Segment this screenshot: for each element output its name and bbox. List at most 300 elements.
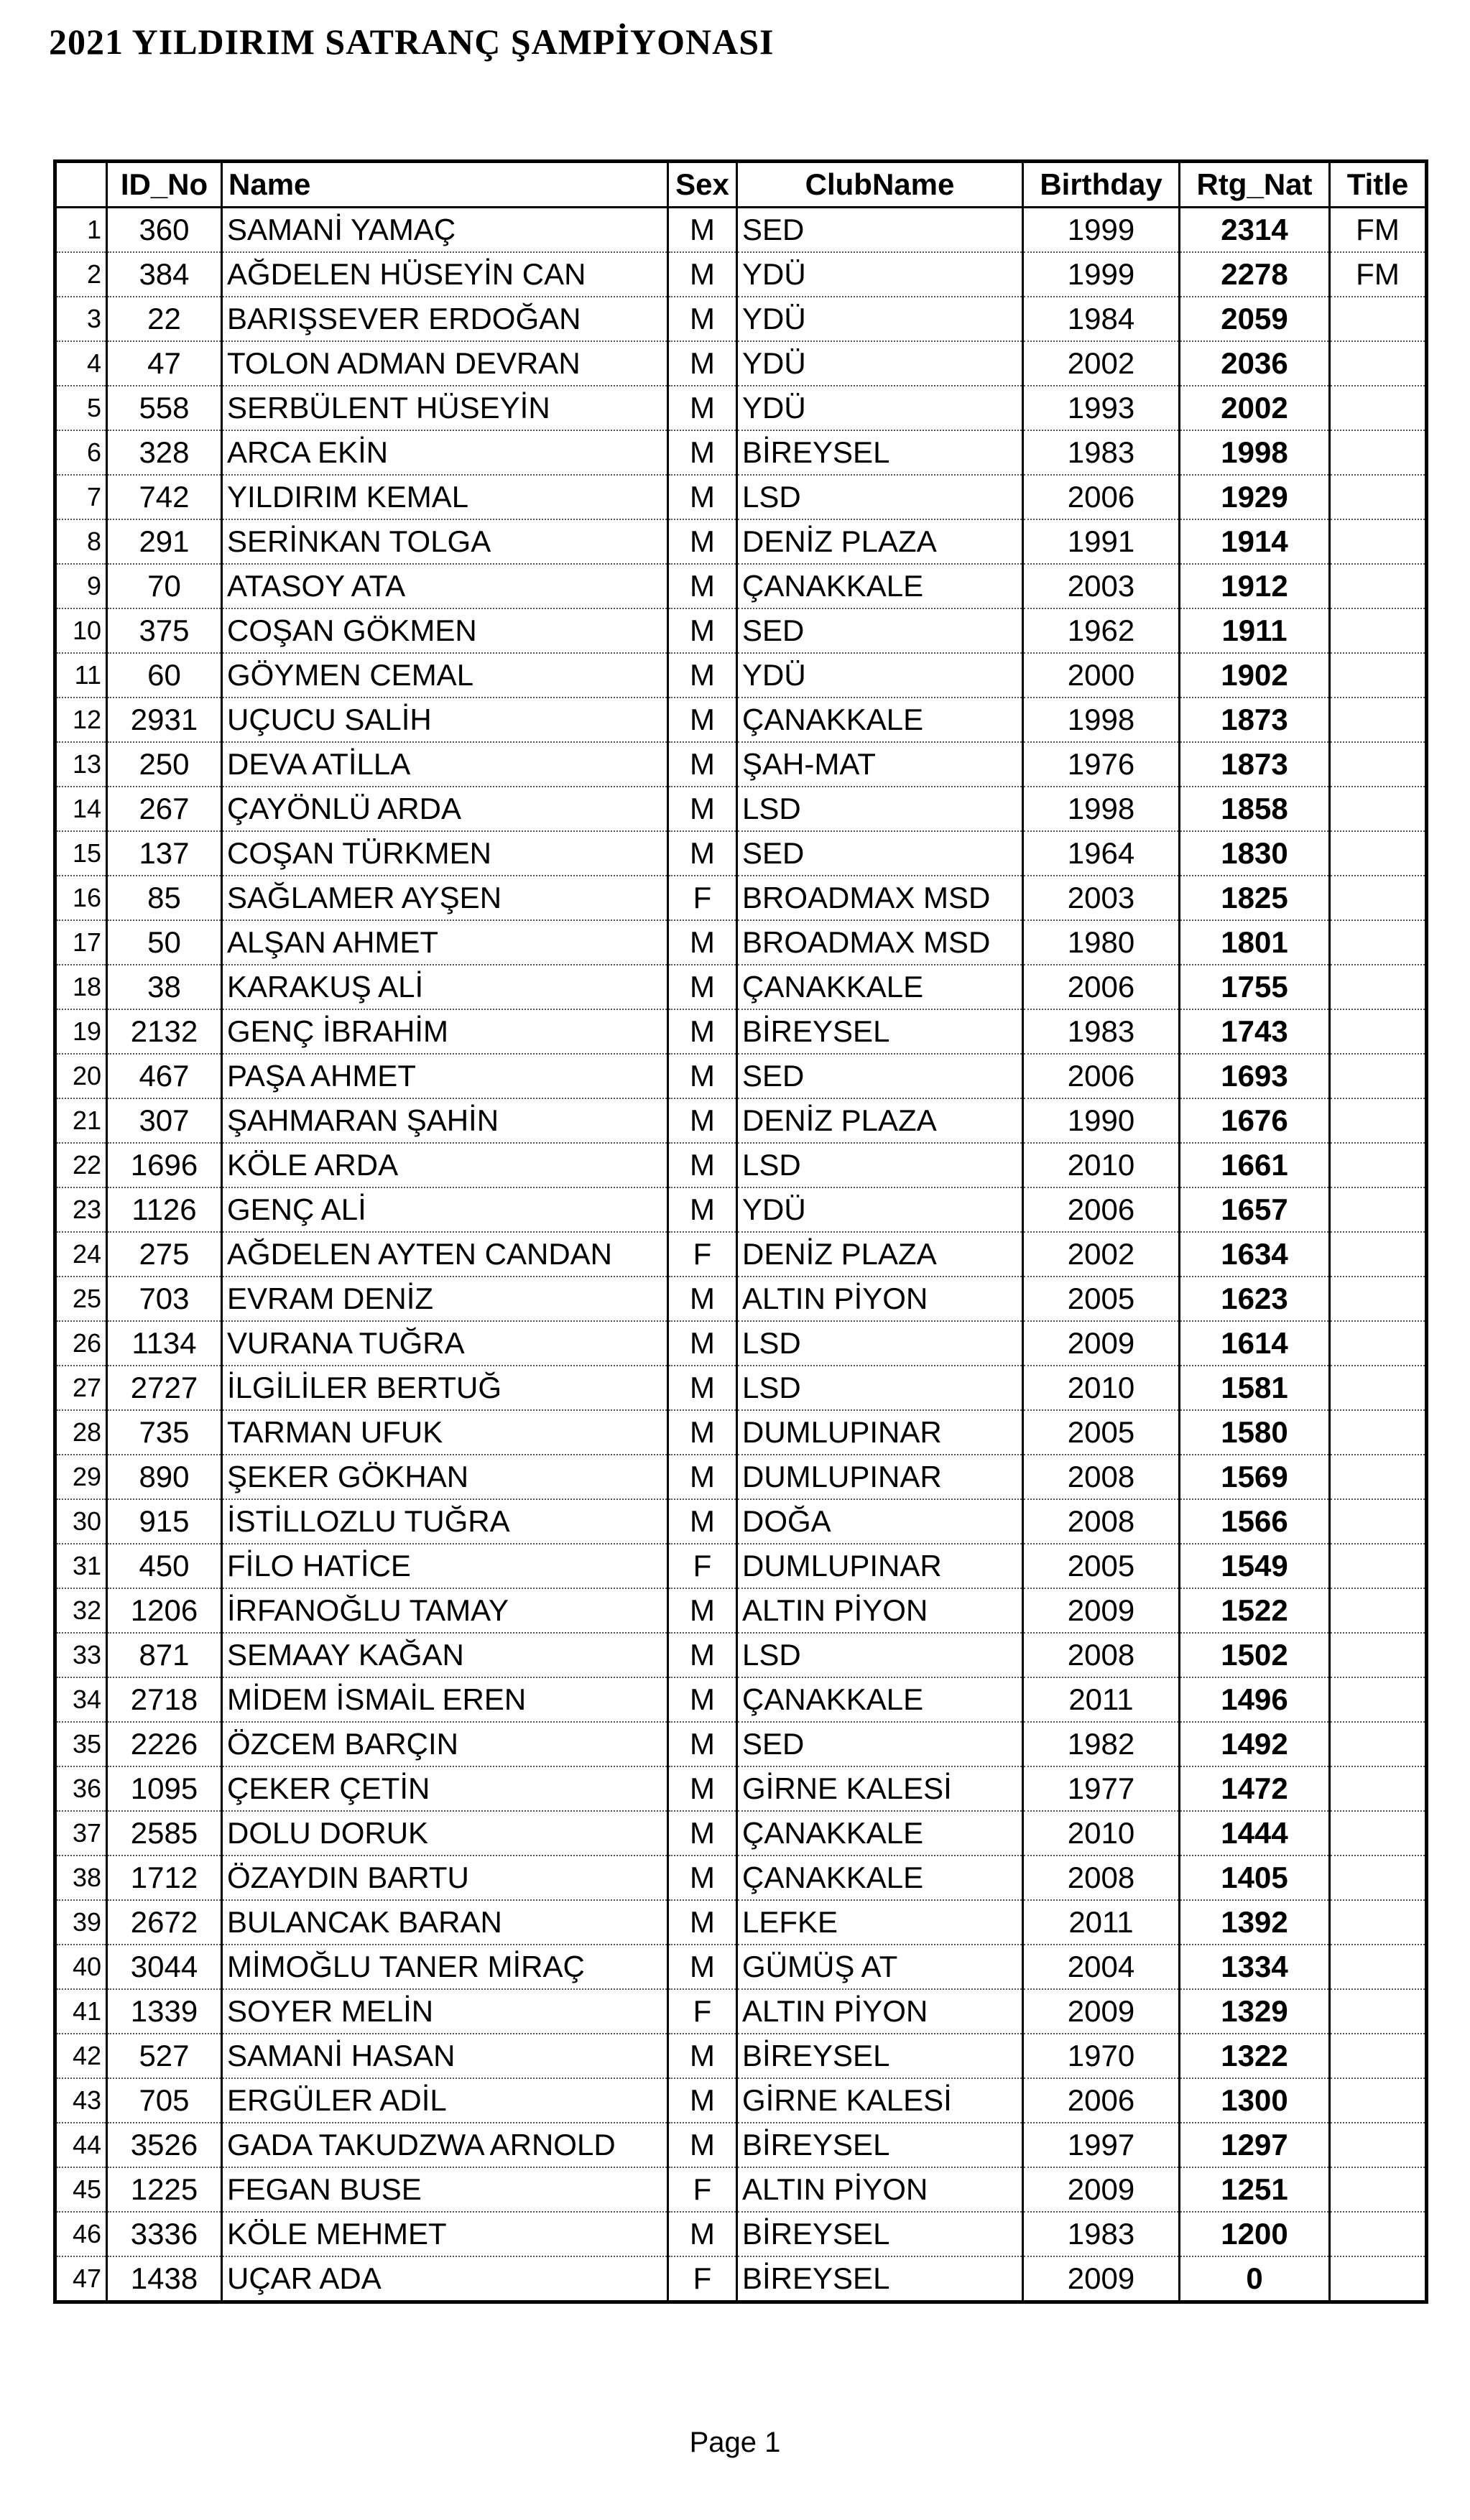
birth-year-cell: 2003 [1023, 876, 1180, 920]
birth-year-cell: 1962 [1023, 608, 1180, 653]
player-id-cell: 375 [107, 608, 222, 653]
player-title-cell [1330, 475, 1427, 519]
birth-year-cell: 1983 [1023, 430, 1180, 475]
club-name-cell: ÇANAKKALE [737, 698, 1023, 742]
player-title-cell [1330, 1588, 1427, 1633]
club-name-cell: DENİZ PLAZA [737, 1232, 1023, 1277]
table-row [55, 341, 1427, 386]
table-row [55, 1499, 1427, 1544]
player-title-cell [1330, 1856, 1427, 1900]
player-id-cell: 38 [107, 965, 222, 1009]
column-header-birthday: Birthday [1023, 162, 1180, 208]
national-rating-cell: 1911 [1180, 608, 1330, 653]
club-name-cell: LSD [737, 1633, 1023, 1677]
player-name-cell: GÖYMEN CEMAL [222, 653, 668, 698]
birth-year-cell: 2009 [1023, 1989, 1180, 2034]
table-row [55, 787, 1427, 831]
club-name-cell: ÇANAKKALE [737, 1811, 1023, 1856]
player-sex-cell: M [668, 1321, 737, 1366]
national-rating-cell: 1300 [1180, 2078, 1330, 2123]
player-id-cell: 890 [107, 1455, 222, 1499]
birth-year-cell: 2008 [1023, 1633, 1180, 1677]
player-id-cell: 328 [107, 430, 222, 475]
table-row [55, 2078, 1427, 2123]
club-name-cell: ÇANAKKALE [737, 965, 1023, 1009]
row-number-cell: 28 [55, 1410, 107, 1455]
player-title-cell [1330, 2078, 1427, 2123]
row-number-cell: 32 [55, 1588, 107, 1633]
club-name-cell: GİRNE KALESİ [737, 1766, 1023, 1811]
table-row [55, 1989, 1427, 2034]
player-name-cell: ATASOY ATA [222, 564, 668, 608]
birth-year-cell: 1991 [1023, 519, 1180, 564]
national-rating-cell: 1634 [1180, 1232, 1330, 1277]
player-title-cell [1330, 1054, 1427, 1098]
national-rating-cell: 1569 [1180, 1455, 1330, 1499]
national-rating-cell: 1873 [1180, 742, 1330, 787]
club-name-cell: ALTIN PİYON [737, 1588, 1023, 1633]
club-name-cell: YDÜ [737, 252, 1023, 297]
birth-year-cell: 2008 [1023, 1499, 1180, 1544]
player-sex-cell: M [668, 1054, 737, 1098]
birth-year-cell: 2006 [1023, 965, 1180, 1009]
table-row [55, 1232, 1427, 1277]
player-title-cell [1330, 2212, 1427, 2256]
player-name-cell: MİDEM İSMAİL EREN [222, 1677, 668, 1722]
row-number-cell: 12 [55, 698, 107, 742]
player-title-cell: FM [1330, 208, 1427, 253]
table-row [55, 1900, 1427, 1945]
player-title-cell [1330, 1366, 1427, 1410]
player-sex-cell: M [668, 2212, 737, 2256]
birth-year-cell: 1999 [1023, 252, 1180, 297]
player-name-cell: SAMANİ HASAN [222, 2034, 668, 2078]
player-sex-cell: M [668, 297, 737, 341]
player-title-cell [1330, 430, 1427, 475]
player-id-cell: 2132 [107, 1009, 222, 1054]
player-title-cell [1330, 1900, 1427, 1945]
table-row [55, 1009, 1427, 1054]
column-header-title: Title [1330, 162, 1427, 208]
player-id-cell: 60 [107, 653, 222, 698]
player-sex-cell: M [668, 1455, 737, 1499]
player-title-cell [1330, 2123, 1427, 2167]
player-name-cell: SAĞLAMER AYŞEN [222, 876, 668, 920]
player-name-cell: UÇAR ADA [222, 2256, 668, 2302]
row-number-cell: 47 [55, 2256, 107, 2302]
club-name-cell: BİREYSEL [737, 2212, 1023, 2256]
national-rating-cell: 1755 [1180, 965, 1330, 1009]
player-name-cell: DOLU DORUK [222, 1811, 668, 1856]
player-id-cell: 250 [107, 742, 222, 787]
player-id-cell: 915 [107, 1499, 222, 1544]
table-row [55, 1187, 1427, 1232]
row-number-cell: 22 [55, 1143, 107, 1187]
table-row [55, 519, 1427, 564]
player-title-cell [1330, 1098, 1427, 1143]
player-title-cell [1330, 1766, 1427, 1811]
player-id-cell: 2226 [107, 1722, 222, 1766]
row-number-cell: 8 [55, 519, 107, 564]
birth-year-cell: 1993 [1023, 386, 1180, 430]
table-row [55, 608, 1427, 653]
birth-year-cell: 2000 [1023, 653, 1180, 698]
player-title-cell [1330, 386, 1427, 430]
player-name-cell: İLGİLİLER BERTUĞ [222, 1366, 668, 1410]
birth-year-cell: 2006 [1023, 1187, 1180, 1232]
birth-year-cell: 2004 [1023, 1945, 1180, 1989]
birth-year-cell: 1977 [1023, 1766, 1180, 1811]
player-id-cell: 1206 [107, 1588, 222, 1633]
player-id-cell: 450 [107, 1544, 222, 1588]
table-row [55, 965, 1427, 1009]
national-rating-cell: 1676 [1180, 1098, 1330, 1143]
player-id-cell: 50 [107, 920, 222, 965]
table-row [55, 208, 1427, 253]
table-row [55, 1544, 1427, 1588]
club-name-cell: LSD [737, 1321, 1023, 1366]
club-name-cell: ŞAH-MAT [737, 742, 1023, 787]
player-id-cell: 705 [107, 2078, 222, 2123]
birth-year-cell: 1983 [1023, 1009, 1180, 1054]
row-number-cell: 42 [55, 2034, 107, 2078]
row-number-cell: 33 [55, 1633, 107, 1677]
club-name-cell: ÇANAKKALE [737, 1677, 1023, 1722]
national-rating-cell: 1693 [1180, 1054, 1330, 1098]
club-name-cell: DENİZ PLAZA [737, 519, 1023, 564]
player-sex-cell: F [668, 2167, 737, 2212]
row-number-cell: 24 [55, 1232, 107, 1277]
player-sex-cell: M [668, 1811, 737, 1856]
national-rating-cell: 2059 [1180, 297, 1330, 341]
table-row [55, 2034, 1427, 2078]
player-id-cell: 360 [107, 208, 222, 253]
player-sex-cell: M [668, 2123, 737, 2167]
player-title-cell [1330, 1009, 1427, 1054]
player-title-cell [1330, 2167, 1427, 2212]
club-name-cell: BROADMAX MSD [737, 920, 1023, 965]
table-row [55, 1143, 1427, 1187]
table-header-row [55, 162, 1427, 208]
player-title-cell [1330, 1722, 1427, 1766]
player-sex-cell: M [668, 1499, 737, 1544]
national-rating-cell: 1825 [1180, 876, 1330, 920]
club-name-cell: BİREYSEL [737, 1009, 1023, 1054]
club-name-cell: SED [737, 208, 1023, 253]
player-name-cell: SEMAAY KAĞAN [222, 1633, 668, 1677]
birth-year-cell: 2005 [1023, 1544, 1180, 1588]
player-title-cell [1330, 1677, 1427, 1722]
player-id-cell: 291 [107, 519, 222, 564]
club-name-cell: SED [737, 1722, 1023, 1766]
player-sex-cell: M [668, 608, 737, 653]
birth-year-cell: 1964 [1023, 831, 1180, 876]
player-title-cell [1330, 519, 1427, 564]
player-name-cell: MİMOĞLU TANER MİRAÇ [222, 1945, 668, 1989]
player-list-table [53, 159, 1428, 2304]
birth-year-cell: 2002 [1023, 1232, 1180, 1277]
table-row [55, 1677, 1427, 1722]
table-row [55, 2123, 1427, 2167]
player-name-cell: UÇUCU SALİH [222, 698, 668, 742]
player-name-cell: PAŞA AHMET [222, 1054, 668, 1098]
player-sex-cell: M [668, 965, 737, 1009]
player-id-cell: 558 [107, 386, 222, 430]
birth-year-cell: 2003 [1023, 564, 1180, 608]
birth-year-cell: 2009 [1023, 2256, 1180, 2302]
player-id-cell: 1126 [107, 1187, 222, 1232]
birth-year-cell: 2006 [1023, 475, 1180, 519]
player-title-cell [1330, 1410, 1427, 1455]
player-id-cell: 2931 [107, 698, 222, 742]
player-sex-cell: M [668, 831, 737, 876]
national-rating-cell: 1492 [1180, 1722, 1330, 1766]
player-sex-cell: M [668, 564, 737, 608]
row-number-cell: 15 [55, 831, 107, 876]
birth-year-cell: 2006 [1023, 1054, 1180, 1098]
player-sex-cell: M [668, 2078, 737, 2123]
player-title-cell [1330, 1232, 1427, 1277]
row-number-cell: 5 [55, 386, 107, 430]
birth-year-cell: 2009 [1023, 1321, 1180, 1366]
national-rating-cell: 1661 [1180, 1143, 1330, 1187]
player-title-cell [1330, 1633, 1427, 1677]
table-row [55, 1321, 1427, 1366]
row-number-cell: 35 [55, 1722, 107, 1766]
player-id-cell: 85 [107, 876, 222, 920]
row-number-cell: 2 [55, 252, 107, 297]
player-id-cell: 2672 [107, 1900, 222, 1945]
table-row [55, 1766, 1427, 1811]
club-name-cell: ALTIN PİYON [737, 2167, 1023, 2212]
player-sex-cell: M [668, 1766, 737, 1811]
player-name-cell: SERBÜLENT HÜSEYİN [222, 386, 668, 430]
national-rating-cell: 1392 [1180, 1900, 1330, 1945]
player-sex-cell: M [668, 519, 737, 564]
player-sex-cell: M [668, 742, 737, 787]
player-name-cell: ÖZAYDIN BARTU [222, 1856, 668, 1900]
player-id-cell: 1225 [107, 2167, 222, 2212]
player-sex-cell: M [668, 1633, 737, 1677]
player-title-cell [1330, 965, 1427, 1009]
row-number-cell: 26 [55, 1321, 107, 1366]
player-name-cell: TARMAN UFUK [222, 1410, 668, 1455]
birth-year-cell: 2010 [1023, 1811, 1180, 1856]
player-id-cell: 1696 [107, 1143, 222, 1187]
player-title-cell [1330, 2034, 1427, 2078]
table-row [55, 2256, 1427, 2302]
table-row [55, 742, 1427, 787]
club-name-cell: SED [737, 1054, 1023, 1098]
player-id-cell: 137 [107, 831, 222, 876]
player-name-cell: ÇAYÖNLÜ ARDA [222, 787, 668, 831]
table-row [55, 1277, 1427, 1321]
table-row [55, 1945, 1427, 1989]
player-sex-cell: M [668, 1098, 737, 1143]
table-row [55, 876, 1427, 920]
player-name-cell: FEGAN BUSE [222, 2167, 668, 2212]
birth-year-cell: 2009 [1023, 1588, 1180, 1633]
player-name-cell: TOLON ADMAN DEVRAN [222, 341, 668, 386]
player-id-cell: 1712 [107, 1856, 222, 1900]
player-id-cell: 275 [107, 1232, 222, 1277]
row-number-cell: 1 [55, 208, 107, 253]
national-rating-cell: 1858 [1180, 787, 1330, 831]
player-title-cell [1330, 1544, 1427, 1588]
player-sex-cell: M [668, 208, 737, 253]
club-name-cell: BİREYSEL [737, 2256, 1023, 2302]
column-header-club: ClubName [737, 162, 1023, 208]
player-id-cell: 3526 [107, 2123, 222, 2167]
player-name-cell: ERGÜLER ADİL [222, 2078, 668, 2123]
row-number-cell: 41 [55, 1989, 107, 2034]
column-header-id: ID_No [107, 162, 222, 208]
player-id-cell: 467 [107, 1054, 222, 1098]
table-row [55, 2167, 1427, 2212]
national-rating-cell: 1830 [1180, 831, 1330, 876]
player-sex-cell: M [668, 1677, 737, 1722]
row-number-cell: 13 [55, 742, 107, 787]
club-name-cell: GİRNE KALESİ [737, 2078, 1023, 2123]
table-row [55, 2212, 1427, 2256]
table-row [55, 386, 1427, 430]
national-rating-cell: 0 [1180, 2256, 1330, 2302]
row-number-cell: 39 [55, 1900, 107, 1945]
row-number-cell: 18 [55, 965, 107, 1009]
national-rating-cell: 1657 [1180, 1187, 1330, 1232]
national-rating-cell: 1914 [1180, 519, 1330, 564]
birth-year-cell: 2011 [1023, 1677, 1180, 1722]
player-title-cell [1330, 1811, 1427, 1856]
player-sex-cell: M [668, 430, 737, 475]
player-name-cell: ARCA EKİN [222, 430, 668, 475]
player-sex-cell: M [668, 1009, 737, 1054]
table-row [55, 475, 1427, 519]
club-name-cell: DENİZ PLAZA [737, 1098, 1023, 1143]
row-number-cell: 30 [55, 1499, 107, 1544]
player-title-cell [1330, 787, 1427, 831]
player-name-cell: AĞDELEN HÜSEYİN CAN [222, 252, 668, 297]
club-name-cell: DUMLUPINAR [737, 1544, 1023, 1588]
player-name-cell: COŞAN GÖKMEN [222, 608, 668, 653]
player-sex-cell: M [668, 1187, 737, 1232]
player-sex-cell: F [668, 2256, 737, 2302]
player-id-cell: 527 [107, 2034, 222, 2078]
player-name-cell: SERİNKAN TOLGA [222, 519, 668, 564]
column-header-name: Name [222, 162, 668, 208]
row-number-cell: 29 [55, 1455, 107, 1499]
player-title-cell [1330, 297, 1427, 341]
national-rating-cell: 2278 [1180, 252, 1330, 297]
player-title-cell [1330, 920, 1427, 965]
player-sex-cell: M [668, 386, 737, 430]
player-name-cell: VURANA TUĞRA [222, 1321, 668, 1366]
club-name-cell: LSD [737, 1366, 1023, 1410]
table-row [55, 1098, 1427, 1143]
birth-year-cell: 1990 [1023, 1098, 1180, 1143]
player-id-cell: 1339 [107, 1989, 222, 2034]
player-title-cell [1330, 653, 1427, 698]
player-name-cell: ŞAHMARAN ŞAHİN [222, 1098, 668, 1143]
player-name-cell: AĞDELEN AYTEN CANDAN [222, 1232, 668, 1277]
player-title-cell [1330, 698, 1427, 742]
player-sex-cell: M [668, 1722, 737, 1766]
club-name-cell: BİREYSEL [737, 2034, 1023, 2078]
table-row [55, 1410, 1427, 1455]
player-name-cell: COŞAN TÜRKMEN [222, 831, 668, 876]
club-name-cell: YDÜ [737, 1187, 1023, 1232]
player-title-cell [1330, 1499, 1427, 1544]
player-name-cell: KÖLE ARDA [222, 1143, 668, 1187]
table-row [55, 430, 1427, 475]
table-row [55, 653, 1427, 698]
table-body [55, 208, 1427, 2302]
national-rating-cell: 1801 [1180, 920, 1330, 965]
birth-year-cell: 1983 [1023, 2212, 1180, 2256]
player-title-cell [1330, 1945, 1427, 1989]
birth-year-cell: 1999 [1023, 208, 1180, 253]
player-title-cell [1330, 1989, 1427, 2034]
national-rating-cell: 1334 [1180, 1945, 1330, 1989]
national-rating-cell: 1566 [1180, 1499, 1330, 1544]
player-sex-cell: M [668, 1856, 737, 1900]
player-id-cell: 742 [107, 475, 222, 519]
birth-year-cell: 2005 [1023, 1277, 1180, 1321]
table-row [55, 831, 1427, 876]
national-rating-cell: 1251 [1180, 2167, 1330, 2212]
national-rating-cell: 1581 [1180, 1366, 1330, 1410]
club-name-cell: DUMLUPINAR [737, 1410, 1023, 1455]
national-rating-cell: 1623 [1180, 1277, 1330, 1321]
player-name-cell: İRFANOĞLU TAMAY [222, 1588, 668, 1633]
page-title: 2021 YILDIRIM SATRANÇ ŞAMPİYONASI [49, 22, 775, 62]
player-id-cell: 2585 [107, 1811, 222, 1856]
national-rating-cell: 1200 [1180, 2212, 1330, 2256]
birth-year-cell: 1997 [1023, 2123, 1180, 2167]
player-id-cell: 871 [107, 1633, 222, 1677]
player-title-cell [1330, 1321, 1427, 1366]
player-id-cell: 1134 [107, 1321, 222, 1366]
player-id-cell: 384 [107, 252, 222, 297]
row-number-cell: 27 [55, 1366, 107, 1410]
player-name-cell: BULANCAK BARAN [222, 1900, 668, 1945]
club-name-cell: DOĞA [737, 1499, 1023, 1544]
table-row [55, 1588, 1427, 1633]
national-rating-cell: 1472 [1180, 1766, 1330, 1811]
national-rating-cell: 1322 [1180, 2034, 1330, 2078]
club-name-cell: LEFKE [737, 1900, 1023, 1945]
player-id-cell: 3044 [107, 1945, 222, 1989]
player-id-cell: 735 [107, 1410, 222, 1455]
row-number-cell: 23 [55, 1187, 107, 1232]
club-name-cell: SED [737, 831, 1023, 876]
player-name-cell: ŞEKER GÖKHAN [222, 1455, 668, 1499]
player-name-cell: ÇEKER ÇETİN [222, 1766, 668, 1811]
table-row [55, 1722, 1427, 1766]
national-rating-cell: 2314 [1180, 208, 1330, 253]
birth-year-cell: 2011 [1023, 1900, 1180, 1945]
player-title-cell [1330, 1277, 1427, 1321]
national-rating-cell: 1522 [1180, 1588, 1330, 1633]
club-name-cell: ÇANAKKALE [737, 1856, 1023, 1900]
national-rating-cell: 1912 [1180, 564, 1330, 608]
birth-year-cell: 2008 [1023, 1455, 1180, 1499]
table-row [55, 698, 1427, 742]
national-rating-cell: 1549 [1180, 1544, 1330, 1588]
player-title-cell [1330, 608, 1427, 653]
player-name-cell: YILDIRIM KEMAL [222, 475, 668, 519]
row-number-cell: 36 [55, 1766, 107, 1811]
